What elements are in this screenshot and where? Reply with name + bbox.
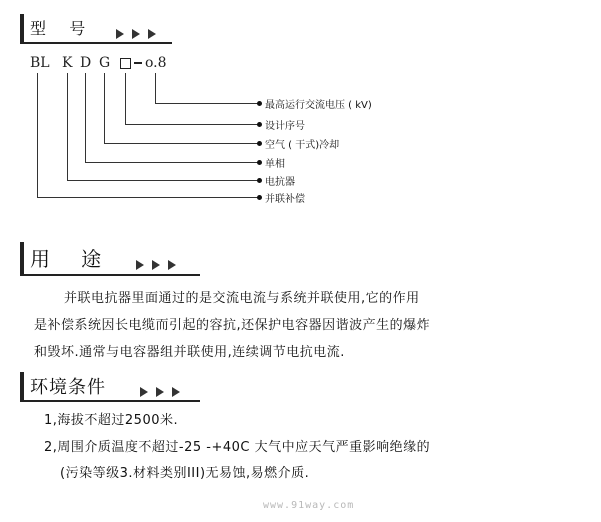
label-reactor: 电抗器 bbox=[265, 177, 295, 188]
section-usage-heading bbox=[20, 242, 210, 276]
label-shunt-compensation: 并联补偿 bbox=[265, 194, 305, 205]
environment-item-1: 1,海拔不超过2500米. bbox=[44, 413, 179, 428]
usage-line-1: 并联电抗器里面通过的是交流电流与系统并联使用,它的作用 bbox=[64, 291, 420, 306]
environment-item-3: (污染等级3.材料类别III)无易蚀,易燃介质. bbox=[60, 466, 310, 481]
code-k: K bbox=[62, 55, 73, 71]
code-bl: BL bbox=[30, 55, 50, 71]
code-design-square bbox=[120, 58, 131, 69]
arrow-right-icon bbox=[168, 260, 176, 270]
arrow-right-icon bbox=[152, 260, 160, 270]
arrow-right-icon bbox=[136, 260, 144, 270]
section-model-heading bbox=[20, 14, 180, 44]
arrow-right-icon bbox=[156, 387, 164, 397]
section-model-title: 型 号 bbox=[30, 19, 88, 38]
label-design-serial: 设计序号 bbox=[265, 121, 305, 132]
section-environment-heading bbox=[20, 372, 210, 402]
label-single-phase: 单相 bbox=[265, 159, 285, 170]
usage-line-3: 和毁坏.通常与电容器组并联使用,连续调节电抗电流. bbox=[34, 345, 345, 360]
section-environment-title: 环境条件 bbox=[30, 377, 106, 398]
arrow-right-icon bbox=[116, 29, 124, 39]
code-g: G bbox=[99, 55, 111, 71]
code-voltage: o.8 bbox=[145, 55, 167, 71]
label-air-cooling: 空气 ( 干式)冷却 bbox=[265, 140, 340, 151]
arrow-right-icon bbox=[172, 387, 180, 397]
label-max-voltage: 最高运行交流电压 ( kV) bbox=[265, 100, 372, 111]
usage-line-2: 是补偿系统因长电缆而引起的容抗,还保护电容器因谐波产生的爆炸 bbox=[34, 318, 431, 333]
arrow-right-icon bbox=[148, 29, 156, 39]
arrow-right-icon bbox=[140, 387, 148, 397]
section-usage-title: 用 途 bbox=[30, 247, 105, 271]
code-dash bbox=[134, 62, 142, 64]
arrow-right-icon bbox=[132, 29, 140, 39]
code-d: D bbox=[80, 55, 92, 71]
site-watermark: www.91way.com bbox=[263, 500, 355, 511]
environment-item-2: 2,周围介质温度不超过-25 -+40C 大气中应天气严重影响绝缘的 bbox=[44, 440, 431, 455]
